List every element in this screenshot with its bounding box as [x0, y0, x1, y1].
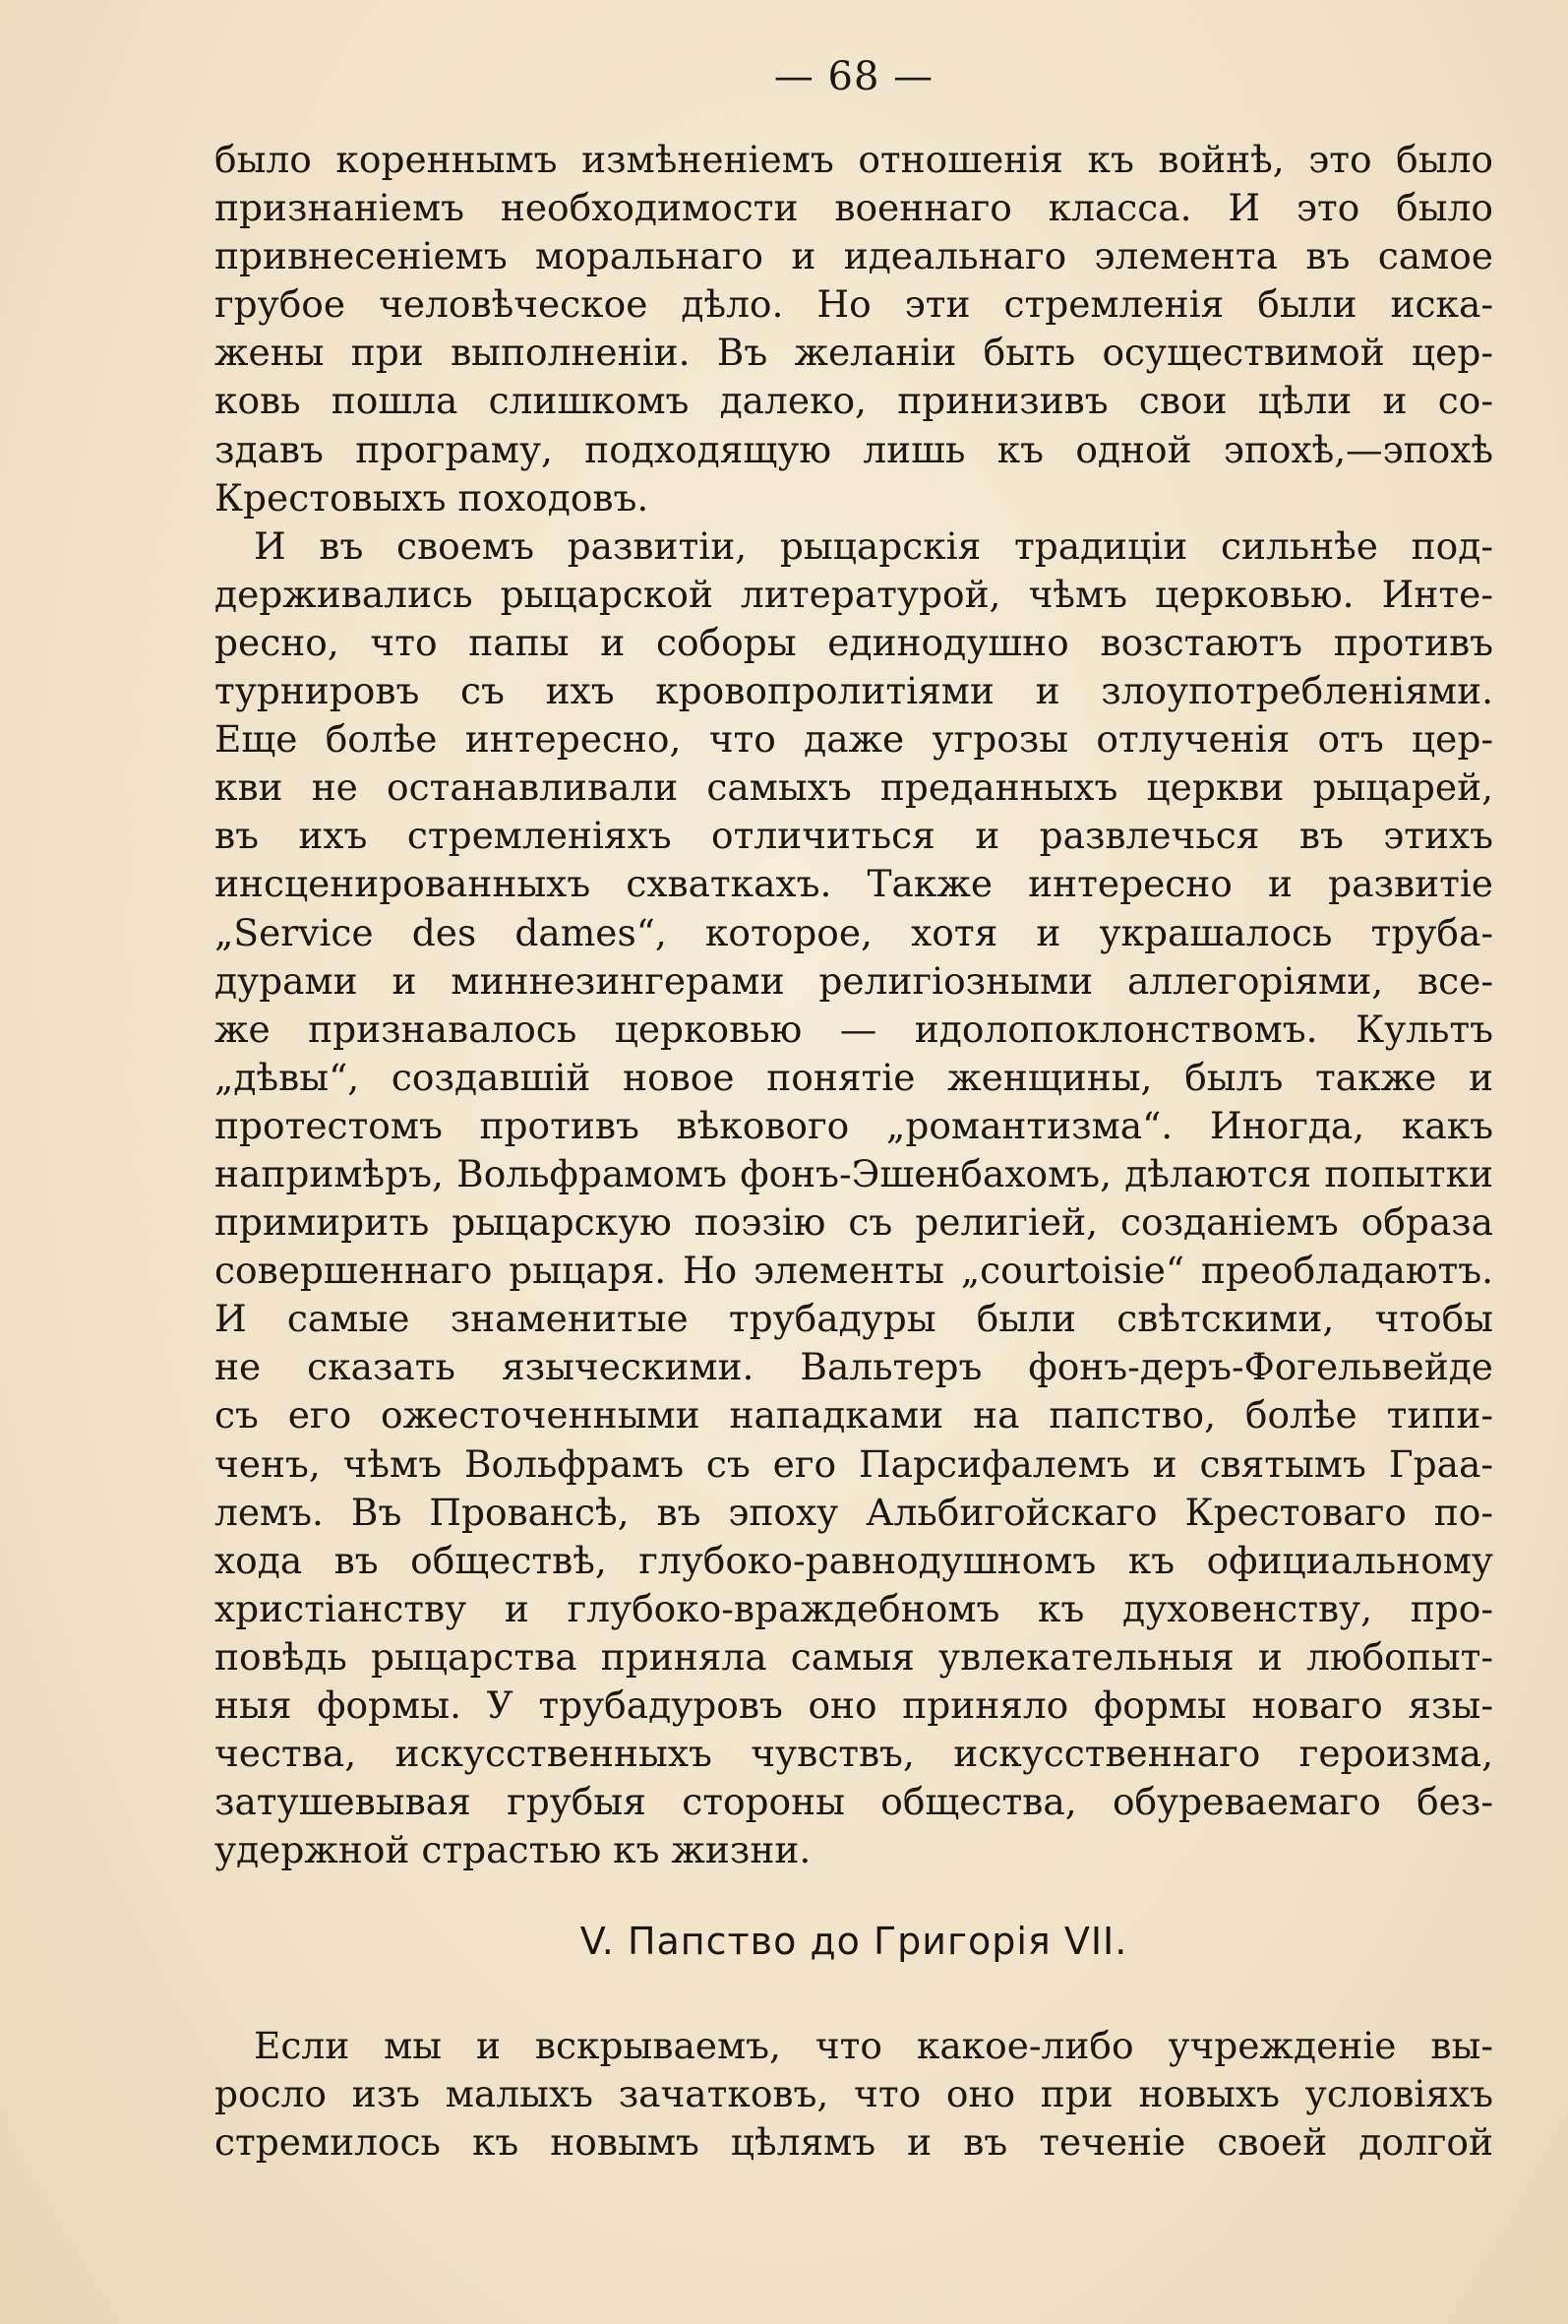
text-line: же признавалось церковью — идолопоклонствомъ. Культъ	[214, 1007, 1493, 1051]
text-line: ныя формы. У трубадуровъ оно приняло формы новаго язы-	[214, 1683, 1493, 1727]
paragraph-3	[214, 2022, 1493, 2167]
text-line: Если мы и вскрываемъ, что какое-либо учрежденіе вы-	[254, 2024, 1493, 2067]
text-line: И самые знаменитые трубадуры были свѣтскими, чтобы	[214, 1297, 1493, 1341]
text-line: И въ своемъ развитіи, рыцарскія традиціи сильнѣе под-	[254, 523, 1493, 568]
text-line: Крестовыхъ походовъ.	[214, 475, 649, 520]
text-line: не сказать языческими. Вальтеръ фонъ-деръ-Фогельвейде	[214, 1345, 1493, 1389]
text-line: чества, искусственныхъ чувствъ, искусственнаго героизма,	[214, 1732, 1493, 1776]
text-line: дурами и миннезингерами религіозными аллегоріями, все-	[214, 958, 1493, 1003]
text-line: повѣдь рыцарства приняла самыя увлекательныя и любопыт-	[214, 1634, 1493, 1679]
text-line: христіанству и глубоко-враждебномъ къ духовенству, про-	[214, 1586, 1493, 1630]
text-line: росло изъ малыхъ зачатковъ, что оно при новыхъ условіяхъ	[214, 2072, 1493, 2116]
text-line: кви не останавливали самыхъ преданныхъ церкви рыцарей,	[214, 765, 1493, 810]
text-line: было кореннымъ измѣненіемъ отношенія къ войнѣ, это было	[214, 138, 1493, 181]
text-line: признаніемъ необходимости военнаго класса. И это было	[214, 186, 1493, 230]
text-line: ресно, что папы и соборы единодушно возстаютъ противъ	[214, 620, 1493, 664]
text-line: привнесеніемъ моральнаго и идеальнаго элемента въ самое	[214, 234, 1493, 278]
text-line: стремилось къ новымъ цѣлямъ и въ теченіе своей долгой	[214, 2120, 1493, 2165]
text-line: протестомъ противъ вѣкового „романтизма“. Иногда, какъ	[214, 1103, 1493, 1147]
text-line: турнировъ съ ихъ кровопролитіями и злоупотребленіями.	[214, 669, 1493, 713]
text-line: затушевывая грубыя стороны общества, обуреваемаго без-	[214, 1780, 1493, 1824]
text-line: Еще болѣе интересно, что даже угрозы отлученія отъ цер-	[214, 717, 1493, 762]
text-line: хода въ обществѣ, глубоко-равнодушномъ къ официальному	[214, 1538, 1493, 1582]
text-line: жены при выполненіи. Въ желаніи быть осуществимой цер-	[214, 331, 1493, 375]
text-line: ковь пошла слишкомъ далеко, принизивъ свои цѣли и со-	[214, 379, 1493, 423]
page-number: — 68 —	[773, 54, 935, 99]
text-line: примирить рыцарскую поэзію съ религіей, созданіемъ образа	[214, 1200, 1493, 1245]
text-line: ченъ, чѣмъ Вольфрамъ съ его Парсифалемъ и святымъ Граа-	[214, 1441, 1493, 1486]
text-line: инсценированныхъ схваткахъ. Также интересно и развитіе	[214, 862, 1493, 906]
text-line: совершеннаго рыцаря. Но элементы „courtoisie“ преобладаютъ.	[214, 1249, 1493, 1293]
text-line: лемъ. Въ Провансѣ, въ эпоху Альбигойскаго Крестоваго по-	[214, 1490, 1493, 1534]
text-line: въ ихъ стремленіяхъ отличиться и развлечься въ этихъ	[214, 814, 1493, 858]
book-page	[214, 47, 1493, 2291]
paragraph-1	[214, 136, 1493, 522]
paragraph-2	[214, 522, 1493, 1875]
text-line: грубое человѣческое дѣло. Но эти стремленія были иска-	[214, 282, 1493, 327]
text-line: съ его ожесточенными нападками на папство, болѣе типи-	[214, 1393, 1493, 1437]
section-heading: V. Папство до Григорія VII.	[579, 1920, 1128, 1963]
body-text	[214, 136, 1493, 1874]
text-line: „дѣвы“, создавшій новое понятіе женщины, былъ также и	[214, 1055, 1493, 1099]
text-line: здавъ програму, подходящую лишь къ одной эпохѣ,—эпохѣ	[214, 427, 1493, 471]
text-line: удержной страстью къ жизни.	[214, 1828, 812, 1872]
text-line: „Service des dames“, которое, хотя и украшалось труба-	[214, 910, 1493, 954]
text-line: держивались рыцарской литературой, чѣмъ церковью. Инте-	[214, 572, 1493, 616]
text-line: напримѣръ, Вольфрамомъ фонъ-Эшенбахомъ, дѣлаются попытки	[214, 1151, 1493, 1195]
